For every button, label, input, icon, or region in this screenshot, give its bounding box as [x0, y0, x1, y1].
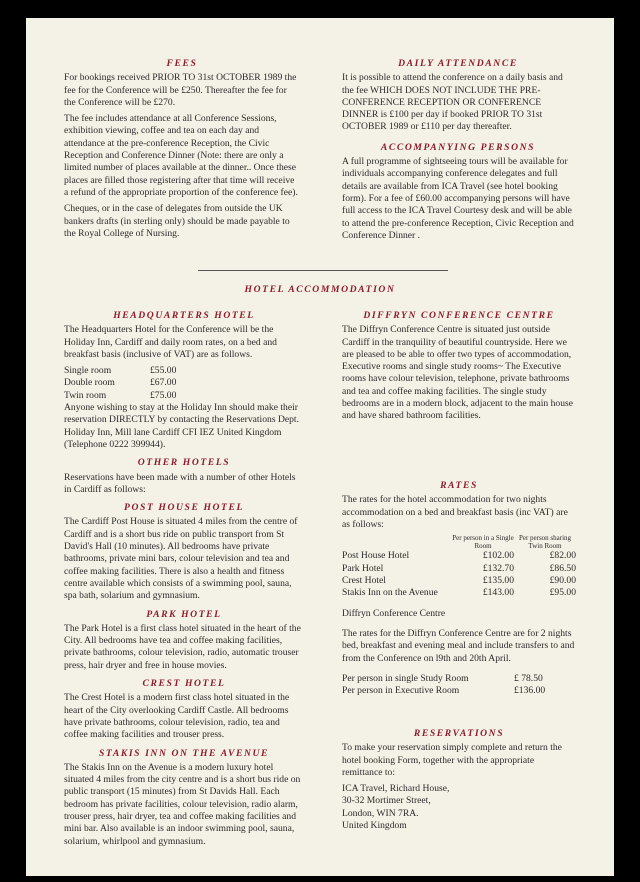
- list-item: [342, 673, 576, 685]
- fees-paragraph-1: For bookings received PRIOR TO 31st OCTOBER 1989 the fee for the Conference will be £250. Thereafter the fee for the Conference will be £270.: [64, 72, 297, 108]
- list-item: [342, 685, 576, 697]
- daily-attendance-section: [342, 58, 574, 246]
- park-hotel-heading: PARK HOTEL: [146, 608, 222, 620]
- daily-attendance-heading: DAILY ATTENDANCE: [398, 58, 518, 69]
- hotel-name: Stakis Inn on the Avenue: [342, 587, 438, 599]
- stakis-inn-heading: STAKIS INN ON THE AVENUE: [98, 747, 270, 759]
- hotels-left-column: [64, 310, 304, 852]
- hotel-name: Park Hotel: [342, 562, 384, 574]
- room-type: Per person in single Study Room: [342, 673, 469, 684]
- post-house-hotel-paragraph: The Cardiff Post House is situated 4 miles from the centre of Cardiff and is a short bus ride on public transport from St David's Hall (10 minutes). All bedrooms have private bathrooms, private mini bars, colour television and tea and coffee making facilities. There is also a health and fitness centre available which consists of a swimming pool, sauna, spa bath, solarium and gymnasium.: [64, 516, 298, 602]
- daily-attendance-paragraph: It is possible to attend the conference on a daily basis and the fee WHICH DOES NOT INCLUDE THE PRE-CONFERENCE RECEPTION OR CONFERENCE DINNER is £100 per day if booked PRIOR TO 31st OCTOBER 1989 or £110 per day thereafter.: [342, 72, 563, 133]
- room-type: Double room: [64, 377, 115, 389]
- rates-table: [342, 535, 576, 600]
- room-type: Twin room: [64, 389, 107, 401]
- reservations-address: [342, 783, 576, 832]
- room-type: Single room: [64, 365, 112, 377]
- crest-hotel-heading: CREST HOTEL: [142, 678, 226, 690]
- reservations-section: [342, 728, 576, 832]
- room-price: £67.00: [150, 377, 177, 389]
- headquarters-hotel-heading: HEADQUARTERS HOTEL: [113, 310, 255, 321]
- table-row: [342, 587, 576, 599]
- park-hotel-paragraph: The Park Hotel is a first class hotel situated in the heart of the City. All bedrooms have tea and coffee making facilities, private bathrooms, colour television, radio, automatic trouser press, hair dryer and free in house movies.: [64, 622, 301, 671]
- hotel-name: Crest Hotel: [342, 575, 386, 586]
- fees-heading: FEES: [166, 58, 198, 69]
- single-price: £102.00: [482, 550, 514, 562]
- reservations-paragraph: To make your reservation simply complete and return the hotel booking Form, together with the appropriate remittance to:: [342, 742, 562, 778]
- single-price: £135.00: [482, 575, 514, 586]
- single-room-column-header: Per person in a Single Room: [452, 534, 514, 550]
- room-price: £ 78.50: [514, 673, 543, 684]
- other-hotels-heading: OTHER HOTELS: [137, 457, 231, 469]
- crest-hotel-paragraph: The Crest Hotel is a modern first class hotel situated in the heart of the City overlooking Cardiff Castle. All bedrooms have private bathrooms, colour television, radio, tea and coffee making facilities and trouser press.: [64, 692, 290, 741]
- address-line: ICA Travel, Richard House,: [342, 783, 450, 795]
- address-line: United Kingdom: [342, 820, 407, 832]
- rates-heading: RATES: [440, 480, 478, 491]
- room-rate-row: [64, 377, 304, 389]
- room-price: £136.00: [514, 685, 546, 697]
- diffryn-rates-paragraph: The rates for the Diffryn Conference Centre are for 2 nights bed, breakfast and evening meal and include transfers to and from the Conference on l9th and 20th April.: [342, 628, 575, 664]
- diffryn-rates-list: [342, 673, 576, 698]
- other-hotels-paragraph: Reservations have been made with a number of other Hotels in Cardiff as follows:: [64, 471, 296, 495]
- stakis-inn-paragraph: The Stakis Inn on the Avenue is a modern luxury hotel situated 4 miles from the city centre and is a short bus ride on public transport (15 minutes) from St Davids Hall. Each bedroom has private facilities, colour television, radio alarm, trouser press, hair dryer, tea and coffee making facilities and mini bar. Also available is an indoor swimming pool, sauna, solarium, whirlpool and gymnasium.: [64, 761, 301, 847]
- room-rate-row: [64, 390, 304, 402]
- headquarters-hotel-paragraph: The Headquarters Hotel for the Conference will be the Holiday Inn, Cardiff and daily room rates, on a bed and breakfast basis (inclusive of VAT) are as follows.: [64, 324, 277, 360]
- hotel-name: Post House Hotel: [342, 550, 410, 562]
- rates-paragraph: The rates for the hotel accommodation for two nights accommodation on a bed and breakfast basis (inc VAT) are as follows:: [342, 494, 568, 530]
- twin-price: £82.00: [549, 550, 576, 562]
- address-line: London, WIN 7RA.: [342, 807, 419, 819]
- fees-section: [64, 58, 300, 244]
- room-rate-row: [64, 365, 304, 377]
- rates-table-header: [342, 535, 576, 550]
- post-house-hotel-heading: POST HOUSE HOTEL: [124, 502, 244, 514]
- room-type: Per person in Executive Room: [342, 685, 460, 697]
- table-row: [342, 575, 576, 587]
- hotels-right-column: [342, 310, 576, 427]
- twin-price: £95.00: [549, 587, 576, 599]
- fees-paragraph-2: The fee includes attendance at all Conference Sessions, exhibition viewing, coffee and tea on each day and attendance at the pre-conference Reception, the Civic Reception and Conference Dinner (Note: there are only a limited number of places available at the dinner.. Once these places are filled those registering after that time will receive a refund of the appropriate proportion of the conference fee).: [64, 113, 298, 198]
- table-row: [342, 550, 576, 562]
- room-rates-list: [64, 365, 304, 402]
- hotel-accommodation-title: HOTEL ACCOMMODATION: [244, 284, 396, 295]
- reservations-heading: RESERVATIONS: [413, 728, 505, 739]
- twin-price: £90.00: [549, 575, 576, 586]
- diffryn-paragraph: The Diffryn Conference Centre is situated just outside Cardiff in the tranquility of beautiful countryside. Here we are pleased to be able to offer two types of accommodation, Executive rooms and single study rooms~ The Executive rooms have colour television, telephone, private bathrooms and tea and coffee making facilities. The single study bedrooms are in a modern block, adjacent to the main house and have shared bathroom facilities.: [342, 324, 573, 422]
- table-row: [342, 563, 576, 575]
- room-price: £75.00: [150, 389, 177, 401]
- accompanying-persons-heading: ACCOMPANYING PERSONS: [380, 141, 536, 153]
- fees-paragraph-3: Cheques, or in the case of delegates from outside the UK bankers drafts (in sterling only) should be made payable to the Royal College of Nursing.: [64, 203, 290, 239]
- single-price: £132.70: [482, 562, 514, 574]
- accompanying-persons-paragraph: A full programme of sightseeing tours will be available for individuals accompanying conference delegates and full details are available from ICA Travel (see hotel booking form). For a fee of £60.00 accompanying persons will have full access to the ICA Travel Courtesy desk and will be able to attend the pre-conference Reception, Civic Reception and Conference Dinner .: [342, 156, 574, 241]
- rates-section: [342, 480, 576, 698]
- diffryn-rates-label: Diffryn Conference Centre: [342, 607, 446, 619]
- address-line: 30-32 Mortimer Street,: [342, 795, 431, 807]
- room-price: £55.00: [150, 365, 177, 377]
- diffryn-heading: DIFFRYN CONFERENCE CENTRE: [363, 310, 555, 321]
- headquarters-hotel-booking-info: Anyone wishing to stay at the Holiday Inn should make their reservation DIRECTLY by contacting the Reservations Dept. Holiday Inn, Mill lane Cardiff CFI IEZ United Kingdom (Telephone 0222 399944).: [64, 402, 299, 450]
- section-divider: [198, 270, 448, 271]
- twin-price: £86.50: [549, 562, 576, 574]
- twin-room-column-header: Per person sharing Twin Room: [518, 534, 572, 550]
- single-price: £143.00: [482, 587, 514, 599]
- document-page: [26, 18, 614, 876]
